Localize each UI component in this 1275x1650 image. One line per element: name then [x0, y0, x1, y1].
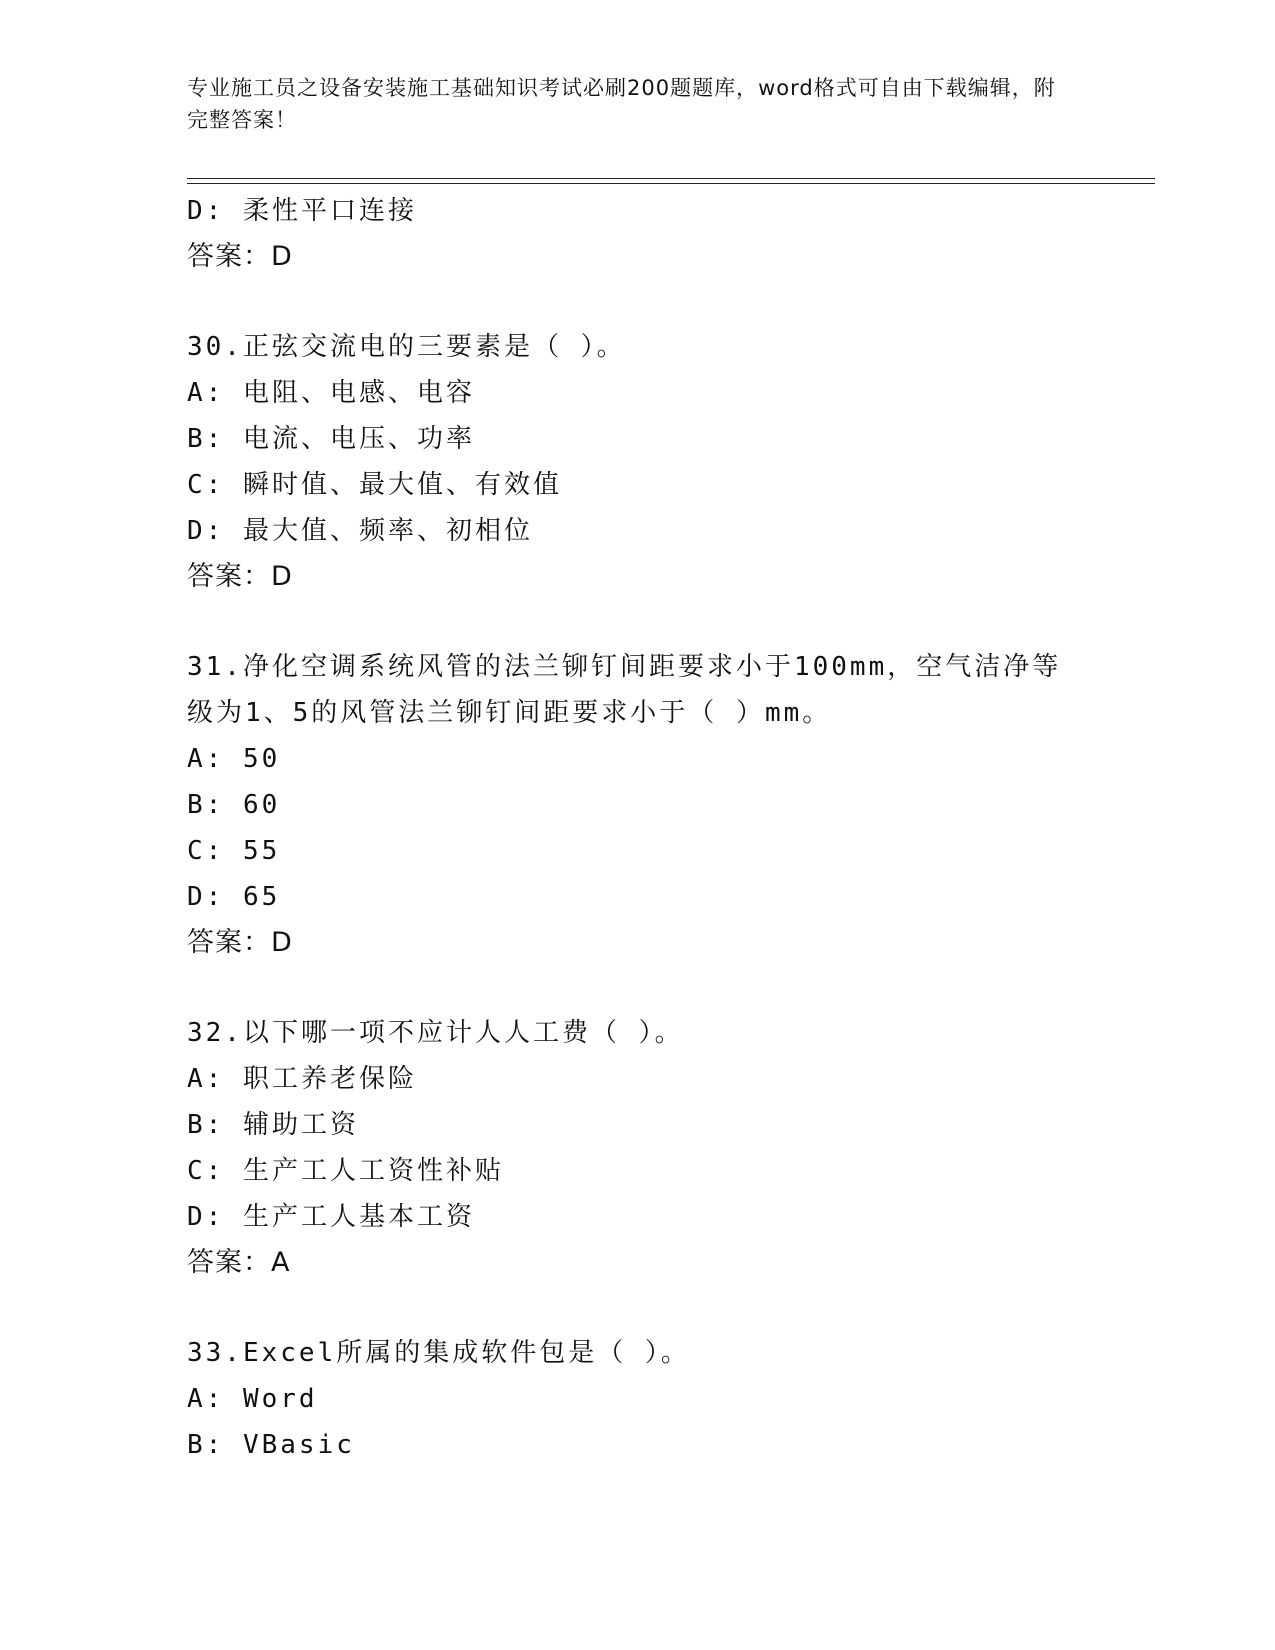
answer-line: 答案：A [187, 1247, 291, 1278]
document-body [187, 188, 1087, 1468]
option-a: A: Word [187, 1384, 318, 1414]
option-b: B: 辅助工资 [187, 1110, 359, 1140]
answer-line: 答案：D [187, 927, 293, 958]
option-d: D: 65 [187, 882, 281, 912]
question-30 [187, 324, 1087, 600]
option-a: A: 电阻、电感、电容 [187, 378, 475, 408]
option-c: C: 生产工人工资性补贴 [187, 1156, 504, 1186]
option-b: B: 电流、电压、功率 [187, 424, 475, 454]
header-divider-bottom [187, 183, 1155, 184]
option-d: D: 生产工人基本工资 [187, 1202, 475, 1232]
option-c: C: 瞬时值、最大值、有效值 [187, 470, 562, 500]
option-d: D: 最大值、频率、初相位 [187, 516, 533, 546]
answer-line: 答案：D [187, 241, 293, 272]
option-a: A: 50 [187, 744, 281, 774]
question-31 [187, 644, 1087, 966]
question-stem: 30.正弦交流电的三要素是（ ）。 [187, 332, 626, 362]
question-29-fragment [187, 188, 1087, 280]
option-c: C: 55 [187, 836, 281, 866]
option-b: B: VBasic [187, 1430, 355, 1460]
question-stem: 31.净化空调系统风管的法兰铆钉间距要求小于100mm，空气洁净等级为1、5的风管法兰铆钉间距要求小于（ ）mm。 [187, 652, 1062, 728]
question-stem: 33.Excel所属的集成软件包是（ ）。 [187, 1338, 690, 1368]
option-b: B: 60 [187, 790, 281, 820]
answer-line: 答案：D [187, 561, 293, 592]
header-divider-top [187, 178, 1155, 179]
question-32 [187, 1010, 1087, 1286]
question-33 [187, 1330, 1087, 1468]
question-stem: 32.以下哪一项不应计人人工费（ ）。 [187, 1018, 684, 1048]
option-d: D: 柔性平口连接 [187, 196, 417, 226]
option-a: A: 职工养老保险 [187, 1064, 417, 1094]
document-header: 专业施工员之设备安装施工基础知识考试必刷200题题库，word格式可自由下载编辑，附完整答案！ [187, 76, 1056, 132]
